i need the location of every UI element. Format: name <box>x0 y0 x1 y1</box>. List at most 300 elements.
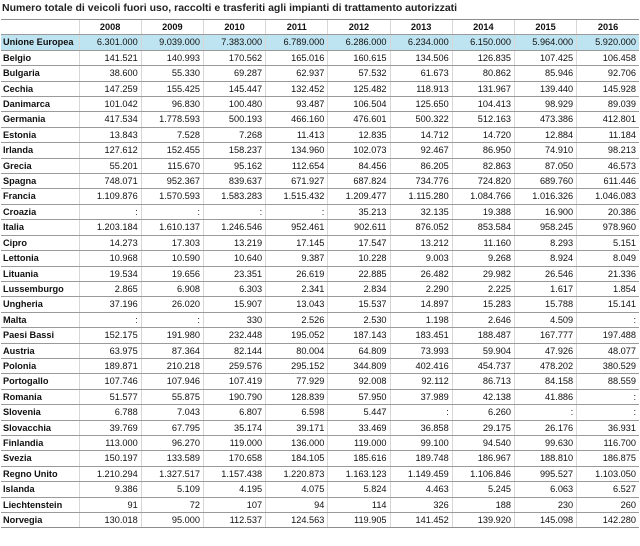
value-cell: 80.004 <box>266 343 328 358</box>
value-cell: 92.112 <box>390 374 452 389</box>
value-cell: 958.245 <box>514 220 576 235</box>
value-cell: 689.760 <box>514 174 576 189</box>
value-cell: 724.820 <box>452 174 514 189</box>
value-cell: 2.341 <box>266 281 328 296</box>
header-country <box>1 20 79 35</box>
value-cell: 17.547 <box>328 235 390 250</box>
value-cell: 1.084.766 <box>452 189 514 204</box>
value-cell: 6.908 <box>141 281 203 296</box>
country-name: Bulgaria <box>1 66 79 81</box>
value-cell: 1.854 <box>577 281 639 296</box>
value-cell: : <box>390 405 452 420</box>
value-cell: 61.673 <box>390 66 452 81</box>
value-cell: 230 <box>514 497 576 512</box>
value-cell: 55.875 <box>141 389 203 404</box>
value-cell: 7.268 <box>203 127 265 142</box>
country-name: Danimarca <box>1 97 79 112</box>
value-cell: 84.158 <box>514 374 576 389</box>
value-cell: 1.210.294 <box>79 466 141 481</box>
value-cell: 2.530 <box>328 312 390 327</box>
value-cell: 145.447 <box>203 81 265 96</box>
value-cell: 2.646 <box>452 312 514 327</box>
value-cell: 344.809 <box>328 358 390 373</box>
value-cell: 92.706 <box>577 66 639 81</box>
value-cell: 82.863 <box>452 158 514 173</box>
value-cell: 512.163 <box>452 112 514 127</box>
value-cell: : <box>203 204 265 219</box>
value-cell: 134.506 <box>390 50 452 65</box>
country-name: Cipro <box>1 235 79 250</box>
value-cell: : <box>79 312 141 327</box>
value-cell: 86.205 <box>390 158 452 173</box>
table-row <box>1 204 639 219</box>
value-cell: 5.447 <box>328 405 390 420</box>
value-cell: 39.171 <box>266 420 328 435</box>
value-cell: 6.807 <box>203 405 265 420</box>
country-name: Regno Unito <box>1 466 79 481</box>
value-cell: 734.776 <box>390 174 452 189</box>
value-cell: 141.521 <box>79 50 141 65</box>
value-cell: 85.946 <box>514 66 576 81</box>
value-cell: 94 <box>266 497 328 512</box>
value-cell: 62.937 <box>266 66 328 81</box>
value-cell: 55.201 <box>79 158 141 173</box>
value-cell: 4.075 <box>266 482 328 497</box>
table-row <box>1 328 639 343</box>
value-cell: 152.175 <box>79 328 141 343</box>
value-cell: 14.712 <box>390 127 452 142</box>
value-cell: 1.778.593 <box>141 112 203 127</box>
value-cell: 2.865 <box>79 281 141 296</box>
value-cell: 5.964.000 <box>514 35 576 50</box>
value-cell: 59.904 <box>452 343 514 358</box>
value-cell: 118.913 <box>390 81 452 96</box>
table-row <box>1 81 639 96</box>
value-cell: 1.327.517 <box>141 466 203 481</box>
value-cell: 26.619 <box>266 266 328 281</box>
country-name: Francia <box>1 189 79 204</box>
value-cell: 16.900 <box>514 204 576 219</box>
value-cell: 5.151 <box>577 235 639 250</box>
value-cell: 189.748 <box>390 451 452 466</box>
value-cell: 1.570.593 <box>141 189 203 204</box>
value-cell: 15.283 <box>452 297 514 312</box>
value-cell: 37.196 <box>79 297 141 312</box>
value-cell: 101.042 <box>79 97 141 112</box>
value-cell: 87.364 <box>141 343 203 358</box>
country-name: Lettonia <box>1 251 79 266</box>
table-row <box>1 50 639 65</box>
header-year: 2013 <box>390 20 452 35</box>
table-row <box>1 312 639 327</box>
value-cell: : <box>141 312 203 327</box>
value-cell: 119.905 <box>328 513 390 528</box>
table-row <box>1 513 639 528</box>
value-cell: 29.982 <box>452 266 514 281</box>
value-cell: 10.968 <box>79 251 141 266</box>
table-row <box>1 127 639 142</box>
value-cell: 1.220.873 <box>266 466 328 481</box>
value-cell: 125.482 <box>328 81 390 96</box>
value-cell: 6.598 <box>266 405 328 420</box>
value-cell: 99.630 <box>514 435 576 450</box>
value-cell: 26.176 <box>514 420 576 435</box>
table-row <box>1 405 639 420</box>
value-cell: 197.488 <box>577 328 639 343</box>
value-cell: 4.463 <box>390 482 452 497</box>
value-cell: 195.052 <box>266 328 328 343</box>
header-year: 2012 <box>328 20 390 35</box>
value-cell: 611.446 <box>577 174 639 189</box>
header-year: 2015 <box>514 20 576 35</box>
value-cell: 26.020 <box>141 297 203 312</box>
value-cell: 15.537 <box>328 297 390 312</box>
value-cell: : <box>577 405 639 420</box>
value-cell: 136.000 <box>266 435 328 450</box>
value-cell: 6.150.000 <box>452 35 514 50</box>
value-cell: 4.195 <box>203 482 265 497</box>
value-cell: 131.967 <box>452 81 514 96</box>
value-cell: 36.858 <box>390 420 452 435</box>
table-row <box>1 158 639 173</box>
table-row <box>1 435 639 450</box>
value-cell: 295.152 <box>266 358 328 373</box>
value-cell: : <box>577 312 639 327</box>
value-cell: 6.063 <box>514 482 576 497</box>
value-cell: 139.920 <box>452 513 514 528</box>
value-cell: 112.654 <box>266 158 328 173</box>
value-cell: 107.946 <box>141 374 203 389</box>
header-year: 2014 <box>452 20 514 35</box>
value-cell: 147.259 <box>79 81 141 96</box>
value-cell: 4.509 <box>514 312 576 327</box>
value-cell: 417.534 <box>79 112 141 127</box>
value-cell: 1.106.846 <box>452 466 514 481</box>
value-cell: 9.387 <box>266 251 328 266</box>
value-cell: 1.149.459 <box>390 466 452 481</box>
country-name: Lituania <box>1 266 79 281</box>
value-cell: 466.160 <box>266 112 328 127</box>
value-cell: 170.562 <box>203 50 265 65</box>
data-table <box>1 19 639 528</box>
value-cell: 11.184 <box>577 127 639 142</box>
value-cell: 6.301.000 <box>79 35 141 50</box>
value-cell: 47.926 <box>514 343 576 358</box>
value-cell: 95.000 <box>141 513 203 528</box>
value-cell: 748.071 <box>79 174 141 189</box>
value-cell: : <box>266 204 328 219</box>
value-cell: 12.835 <box>328 127 390 142</box>
value-cell: 48.077 <box>577 343 639 358</box>
value-cell: 38.600 <box>79 66 141 81</box>
country-name: Cechia <box>1 81 79 96</box>
value-cell: 671.927 <box>266 174 328 189</box>
table-row <box>1 297 639 312</box>
value-cell: 476.601 <box>328 112 390 127</box>
country-name: Belgio <box>1 50 79 65</box>
value-cell: 2.290 <box>390 281 452 296</box>
value-cell: 8.049 <box>577 251 639 266</box>
value-cell: 978.960 <box>577 220 639 235</box>
value-cell: 15.788 <box>514 297 576 312</box>
value-cell: 114 <box>328 497 390 512</box>
value-cell: 14.273 <box>79 235 141 250</box>
value-cell: 12.884 <box>514 127 576 142</box>
value-cell: 42.138 <box>452 389 514 404</box>
value-cell: 158.237 <box>203 143 265 158</box>
value-cell: 5.920.000 <box>577 35 639 50</box>
value-cell: 77.929 <box>266 374 328 389</box>
table-row <box>1 466 639 481</box>
value-cell: 84.456 <box>328 158 390 173</box>
value-cell: 15.907 <box>203 297 265 312</box>
table-row <box>1 358 639 373</box>
value-cell: 1.617 <box>514 281 576 296</box>
value-cell: 63.975 <box>79 343 141 358</box>
country-name: Estonia <box>1 127 79 142</box>
value-cell: 88.559 <box>577 374 639 389</box>
value-cell: 96.270 <box>141 435 203 450</box>
value-cell: 500.193 <box>203 112 265 127</box>
value-cell: 55.330 <box>141 66 203 81</box>
value-cell: 187.143 <box>328 328 390 343</box>
value-cell: 14.897 <box>390 297 452 312</box>
country-name: Paesi Bassi <box>1 328 79 343</box>
value-cell: 96.830 <box>141 97 203 112</box>
value-cell: 35.213 <box>328 204 390 219</box>
value-cell: : <box>141 204 203 219</box>
value-cell: 134.960 <box>266 143 328 158</box>
header-year: 2016 <box>577 20 639 35</box>
value-cell: 952.367 <box>141 174 203 189</box>
value-cell: 20.386 <box>577 204 639 219</box>
value-cell: 150.197 <box>79 451 141 466</box>
value-cell: 125.650 <box>390 97 452 112</box>
value-cell: 22.885 <box>328 266 390 281</box>
value-cell: 1.163.123 <box>328 466 390 481</box>
value-cell: 188.487 <box>452 328 514 343</box>
value-cell: 119.000 <box>203 435 265 450</box>
value-cell: 7.383.000 <box>203 35 265 50</box>
value-cell: 82.144 <box>203 343 265 358</box>
value-cell: 126.835 <box>452 50 514 65</box>
value-cell: 170.658 <box>203 451 265 466</box>
value-cell: 5.824 <box>328 482 390 497</box>
value-cell: 107 <box>203 497 265 512</box>
table-row <box>1 66 639 81</box>
value-cell: 142.280 <box>577 513 639 528</box>
value-cell: 35.174 <box>203 420 265 435</box>
value-cell: 1.157.438 <box>203 466 265 481</box>
value-cell: 1.115.280 <box>390 189 452 204</box>
value-cell: 139.440 <box>514 81 576 96</box>
value-cell: 104.413 <box>452 97 514 112</box>
value-cell: 188 <box>452 497 514 512</box>
value-cell: 15.141 <box>577 297 639 312</box>
value-cell: 107.425 <box>514 50 576 65</box>
table-row <box>1 35 639 50</box>
value-cell: 185.616 <box>328 451 390 466</box>
value-cell: 145.928 <box>577 81 639 96</box>
value-cell: 995.527 <box>514 466 576 481</box>
value-cell: 687.824 <box>328 174 390 189</box>
value-cell: 133.589 <box>141 451 203 466</box>
value-cell: 330 <box>203 312 265 327</box>
value-cell: 1.203.184 <box>79 220 141 235</box>
value-cell: 260 <box>577 497 639 512</box>
value-cell: 2.834 <box>328 281 390 296</box>
value-cell: 160.615 <box>328 50 390 65</box>
value-cell: 1.103.050 <box>577 466 639 481</box>
value-cell: 140.993 <box>141 50 203 65</box>
value-cell: 19.534 <box>79 266 141 281</box>
value-cell: 119.000 <box>328 435 390 450</box>
value-cell: 102.073 <box>328 143 390 158</box>
value-cell: 186.875 <box>577 451 639 466</box>
value-cell: 402.416 <box>390 358 452 373</box>
value-cell: 21.336 <box>577 266 639 281</box>
header-year: 2011 <box>266 20 328 35</box>
value-cell: 454.737 <box>452 358 514 373</box>
value-cell: 11.160 <box>452 235 514 250</box>
value-cell: 9.268 <box>452 251 514 266</box>
value-cell: 13.219 <box>203 235 265 250</box>
table-row <box>1 97 639 112</box>
value-cell: 902.611 <box>328 220 390 235</box>
table-title: Numero totale di veicoli fuori uso, raccolti e trasferiti agli impianti di trattamento autorizzati <box>2 2 458 14</box>
value-cell: 32.135 <box>390 204 452 219</box>
country-name: Unione Europea <box>1 35 79 50</box>
value-cell: 107.746 <box>79 374 141 389</box>
value-cell: 112.537 <box>203 513 265 528</box>
value-cell: 51.577 <box>79 389 141 404</box>
value-cell: 17.303 <box>141 235 203 250</box>
country-name: Croazia <box>1 204 79 219</box>
value-cell: 14.720 <box>452 127 514 142</box>
value-cell: 2.526 <box>266 312 328 327</box>
value-cell: 13.043 <box>266 297 328 312</box>
table-row <box>1 389 639 404</box>
value-cell: 839.637 <box>203 174 265 189</box>
value-cell: 115.670 <box>141 158 203 173</box>
value-cell: 478.202 <box>514 358 576 373</box>
country-name: Islanda <box>1 482 79 497</box>
country-name: Austria <box>1 343 79 358</box>
value-cell: 29.175 <box>452 420 514 435</box>
value-cell: 124.563 <box>266 513 328 528</box>
value-cell: 9.039.000 <box>141 35 203 50</box>
country-name: Finlandia <box>1 435 79 450</box>
value-cell: 6.234.000 <box>390 35 452 50</box>
value-cell: 326 <box>390 497 452 512</box>
table-row <box>1 143 639 158</box>
value-cell: 183.451 <box>390 328 452 343</box>
value-cell: 380.529 <box>577 358 639 373</box>
value-cell: 19.656 <box>141 266 203 281</box>
value-cell: 127.612 <box>79 143 141 158</box>
value-cell: 92.467 <box>390 143 452 158</box>
header-year: 2008 <box>79 20 141 35</box>
value-cell: 190.790 <box>203 389 265 404</box>
value-cell: 13.843 <box>79 127 141 142</box>
value-cell: 500.322 <box>390 112 452 127</box>
value-cell: 107.419 <box>203 374 265 389</box>
value-cell: 89.039 <box>577 97 639 112</box>
value-cell: 189.871 <box>79 358 141 373</box>
value-cell: 145.098 <box>514 513 576 528</box>
value-cell: 141.452 <box>390 513 452 528</box>
value-cell: 36.931 <box>577 420 639 435</box>
value-cell: 41.886 <box>514 389 576 404</box>
value-cell: 26.482 <box>390 266 452 281</box>
table-row <box>1 235 639 250</box>
value-cell: 74.910 <box>514 143 576 158</box>
value-cell: 6.527 <box>577 482 639 497</box>
table-row <box>1 112 639 127</box>
table-header <box>1 20 639 35</box>
country-name: Germania <box>1 112 79 127</box>
country-name: Italia <box>1 220 79 235</box>
value-cell: 86.713 <box>452 374 514 389</box>
value-cell: 10.228 <box>328 251 390 266</box>
value-cell: 39.769 <box>79 420 141 435</box>
value-cell: 86.950 <box>452 143 514 158</box>
value-cell: 6.260 <box>452 405 514 420</box>
value-cell: 73.993 <box>390 343 452 358</box>
value-cell: 188.810 <box>514 451 576 466</box>
value-cell: 155.425 <box>141 81 203 96</box>
value-cell: 9.386 <box>79 482 141 497</box>
value-cell: 191.980 <box>141 328 203 343</box>
value-cell: 72 <box>141 497 203 512</box>
country-name: Malta <box>1 312 79 327</box>
country-name: Ungheria <box>1 297 79 312</box>
value-cell: 8.293 <box>514 235 576 250</box>
table-row <box>1 189 639 204</box>
country-name: Lussemburgo <box>1 281 79 296</box>
value-cell: 165.016 <box>266 50 328 65</box>
country-name: Irlanda <box>1 143 79 158</box>
value-cell: 184.105 <box>266 451 328 466</box>
value-cell: 8.924 <box>514 251 576 266</box>
value-cell: 5.109 <box>141 482 203 497</box>
value-cell: 853.584 <box>452 220 514 235</box>
value-cell: 1.016.326 <box>514 189 576 204</box>
value-cell: 9.003 <box>390 251 452 266</box>
value-cell: 106.458 <box>577 50 639 65</box>
value-cell: 113.000 <box>79 435 141 450</box>
value-cell: 95.162 <box>203 158 265 173</box>
value-cell: 46.573 <box>577 158 639 173</box>
value-cell: 13.212 <box>390 235 452 250</box>
header-row <box>1 20 639 35</box>
value-cell: 132.452 <box>266 81 328 96</box>
value-cell: 1.515.432 <box>266 189 328 204</box>
table-row <box>1 420 639 435</box>
value-cell: 17.145 <box>266 235 328 250</box>
value-cell: 1.209.477 <box>328 189 390 204</box>
value-cell: 100.480 <box>203 97 265 112</box>
value-cell: 106.504 <box>328 97 390 112</box>
value-cell: 94.540 <box>452 435 514 450</box>
value-cell: 11.413 <box>266 127 328 142</box>
value-cell: 98.929 <box>514 97 576 112</box>
header-year: 2010 <box>203 20 265 35</box>
value-cell: : <box>79 204 141 219</box>
value-cell: 91 <box>79 497 141 512</box>
value-cell: 69.287 <box>203 66 265 81</box>
value-cell: 1.610.137 <box>141 220 203 235</box>
